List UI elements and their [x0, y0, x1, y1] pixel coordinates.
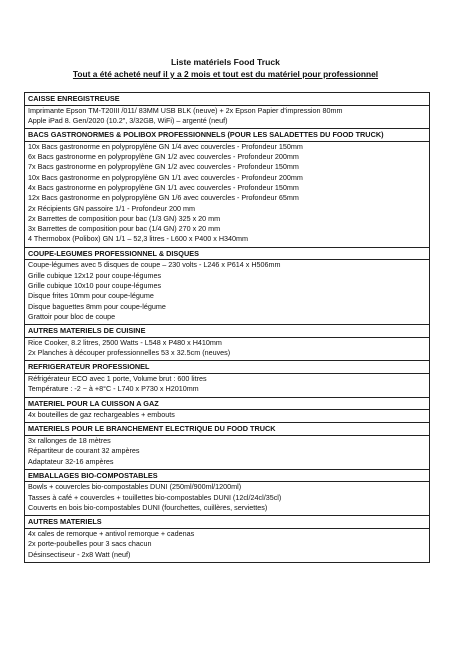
list-item: 4 Thermobox (Polibox) GN 1/1 – 52,3 litres - L600 x P400 x H340mm — [28, 234, 248, 244]
list-item: Coupe-légumes avec 5 disques de coupe – 230 volts - L246 x P614 x H506mm — [28, 260, 281, 270]
section — [25, 515, 429, 561]
list-item: Désinsectiseur - 2x8 Watt (neuf) — [28, 549, 131, 559]
list-item: Tasses à café + couvercles + touillettes bio-compostables DUNI (12cl/24cl/35cl) — [28, 492, 282, 502]
section — [25, 247, 429, 324]
list-item: 3x Barrettes de composition pour bac (1/4 GN) 270 x 20 mm — [28, 224, 221, 234]
list-item: Couverts en bois bio-compostables DUNI (fourchettes, cuillères, serviettes) — [28, 503, 268, 513]
list-item: Température : -2 ~ à +8°C - L740 x P730 x H2010mm — [28, 384, 199, 394]
list-item: Disque baguettes 8mm pour coupe-légume — [28, 301, 166, 311]
list-item: 2x Planches à découper professionnelles 53 x 32.5cm (neuves) — [28, 348, 231, 358]
list-item: Grille cubique 12x12 pour coupe-légumes — [28, 270, 162, 280]
list-item: 2x porte-poubelles pour 3 sacs chacun — [28, 539, 152, 549]
section-heading: COUPE-LEGUMES PROFESSIONNEL & DISQUES — [25, 248, 429, 261]
section — [25, 360, 429, 396]
item-list — [25, 260, 429, 324]
list-item: Apple iPad 8. Gen/2020 (10.2", 3/32GB, WiFi) – argenté (neuf) — [28, 115, 228, 125]
section-spacer — [25, 560, 429, 562]
section — [25, 422, 429, 468]
item-list — [25, 529, 429, 562]
list-item: 4x Bacs gastronorme en polypropylène GN 1/1 avec couvercles - Profondeur 150mm — [28, 182, 299, 192]
section-heading: CAISSE ENREGISTREUSE — [25, 93, 429, 106]
section — [25, 397, 429, 423]
section-heading: MATERIEL POUR LA CUISSON A GAZ — [25, 398, 429, 411]
list-item: 4x bouteilles de gaz rechargeables + embouts — [28, 410, 175, 420]
list-item: Adaptateur 32-16 ampères — [28, 456, 114, 466]
section — [25, 93, 429, 128]
list-item: 2x Récipients GN passoire 1/1 - Profondeur 200 mm — [28, 203, 195, 213]
equipment-table — [24, 92, 430, 563]
item-list — [25, 106, 429, 129]
item-list — [25, 374, 429, 397]
list-item: 12x Bacs gastronorme en polypropylène GN 1/6 avec couvercles - Profondeur 65mm — [28, 193, 299, 203]
section-heading: AUTRES MATERIELS DE CUISINE — [25, 325, 429, 338]
section-heading: REFRIGERATEUR PROFESSIONEL — [25, 361, 429, 374]
list-item: 3x rallonges de 18 mètres — [28, 435, 111, 445]
section-heading: BACS GASTRONORMES & POLIBOX PROFESSIONNELS (POUR LES SALADETTES DU FOOD TRUCK) — [25, 129, 429, 142]
list-item: Disque frites 10mm pour coupe-légume — [28, 291, 154, 301]
list-item: Répartiteur de courant 32 ampères — [28, 446, 140, 456]
section-heading: EMBALLAGES BIO-COMPOSTABLES — [25, 470, 429, 483]
list-item: 2x Barrettes de composition pour bac (1/3 GN) 325 x 20 mm — [28, 213, 221, 223]
item-list — [25, 410, 429, 422]
item-list — [25, 142, 429, 247]
section — [25, 128, 429, 247]
section — [25, 469, 429, 515]
list-item: Imprimante Epson TM-T20III /011/ 83MM USB BLK (neuve) + 2x Epson Papier d'impression 80mm — [28, 105, 343, 115]
list-item: 7x Bacs gastronorme en polypropylène GN 1/2 avec couvercles - Profondeur 150mm — [28, 162, 299, 172]
item-list — [25, 482, 429, 515]
list-item: Réfrigérateur ECO avec 1 porte, Volume brut : 600 litres — [28, 373, 207, 383]
list-item: 4x cales de remorque + antivol remorque + cadenas — [28, 528, 195, 538]
list-item: Bowls + couvercles bio-compostables DUNI (250ml/900ml/1200ml) — [28, 482, 242, 492]
list-item: Grille cubique 10x10 pour coupe-légumes — [28, 280, 162, 290]
section — [25, 324, 429, 360]
section-heading: MATERIELS POUR LE BRANCHEMENT ELECTRIQUE DU FOOD TRUCK — [25, 423, 429, 436]
list-item: Rice Cooker, 8.2 litres, 2500 Watts - L548 x P480 x H410mm — [28, 337, 222, 347]
list-item: Grattoir pour bloc de coupe — [28, 311, 116, 321]
document-subtitle: Tout a été acheté neuf il y a 2 mois et tout est du matériel pour professionnel — [72, 69, 379, 79]
list-item: 10x Bacs gastronorme en polypropylène GN 1/1 avec couvercles - Profondeur 200mm — [28, 172, 303, 182]
list-item: 10x Bacs gastronorme en polypropylène GN 1/4 avec couvercles - Profondeur 150mm — [28, 141, 303, 151]
list-item: 6x Bacs gastronorme en polypropylène GN 1/2 avec couvercles - Profondeur 200mm — [28, 152, 299, 162]
item-list — [25, 338, 429, 361]
section-heading: AUTRES MATERIELS — [25, 516, 429, 529]
document-title: Liste matériels Food Truck — [171, 57, 280, 67]
item-list — [25, 436, 429, 469]
